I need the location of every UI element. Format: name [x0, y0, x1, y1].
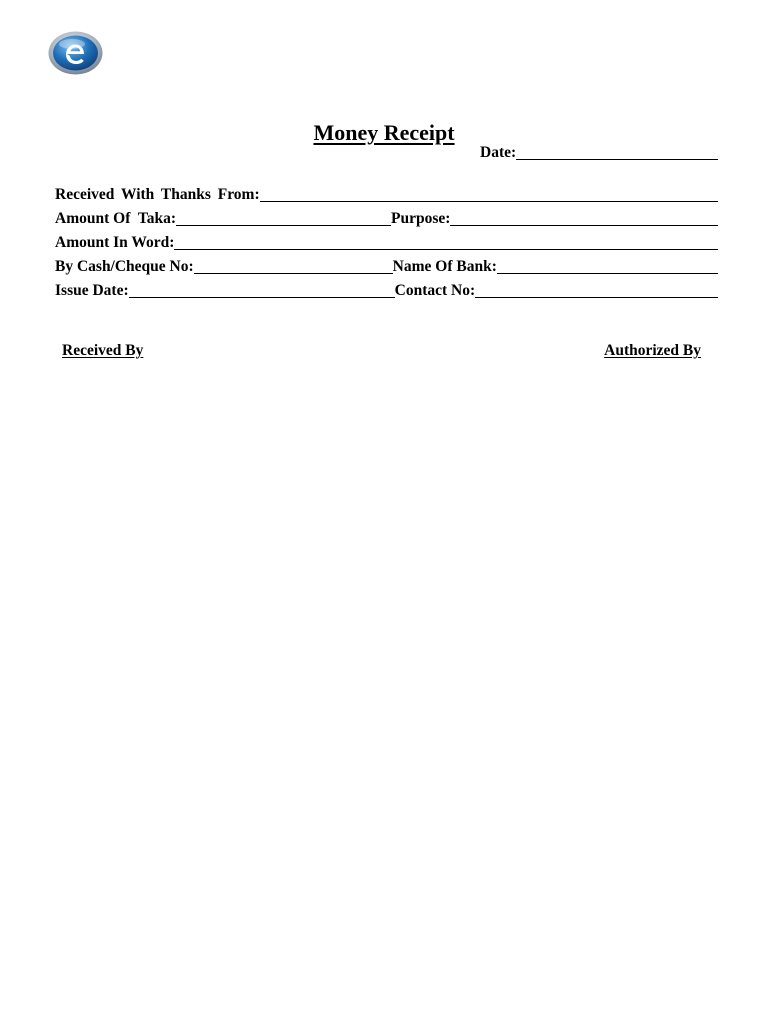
date-label: Date:	[480, 144, 517, 161]
date-field[interactable]	[480, 143, 718, 163]
purpose-blank[interactable]	[450, 207, 718, 226]
received-from-label: Received With Thanks From:	[55, 186, 260, 203]
issue-contact-row	[55, 277, 718, 301]
date-blank[interactable]	[516, 141, 718, 160]
authorized-by-signature: Authorized By	[604, 342, 701, 359]
bank-name-label: Name Of Bank:	[392, 258, 497, 275]
received-from-blank[interactable]	[260, 183, 718, 202]
cash-cheque-label: By Cash/Cheque No:	[55, 258, 194, 275]
bank-name-blank[interactable]	[497, 255, 718, 274]
received-from-row	[55, 181, 718, 205]
title-text: Money Receipt	[313, 120, 455, 145]
contact-no-blank[interactable]	[475, 279, 718, 298]
issue-date-blank[interactable]	[129, 279, 395, 298]
cheque-bank-row	[55, 253, 718, 277]
purpose-label: Purpose:	[391, 210, 451, 227]
amount-purpose-row	[55, 205, 718, 229]
cash-cheque-blank[interactable]	[194, 255, 393, 274]
received-by-signature: Received By	[62, 342, 144, 359]
e-globe-logo-icon	[48, 31, 103, 75]
receipt-form	[55, 181, 718, 301]
issue-date-label: Issue Date:	[55, 282, 129, 299]
amount-taka-label: Amount Of Taka:	[55, 210, 177, 227]
contact-no-label: Contact No:	[394, 282, 476, 299]
amount-taka-blank[interactable]	[176, 207, 391, 226]
amount-in-word-label: Amount In Word:	[55, 234, 175, 251]
amount-word-row	[55, 229, 718, 253]
amount-in-word-blank[interactable]	[174, 231, 718, 250]
